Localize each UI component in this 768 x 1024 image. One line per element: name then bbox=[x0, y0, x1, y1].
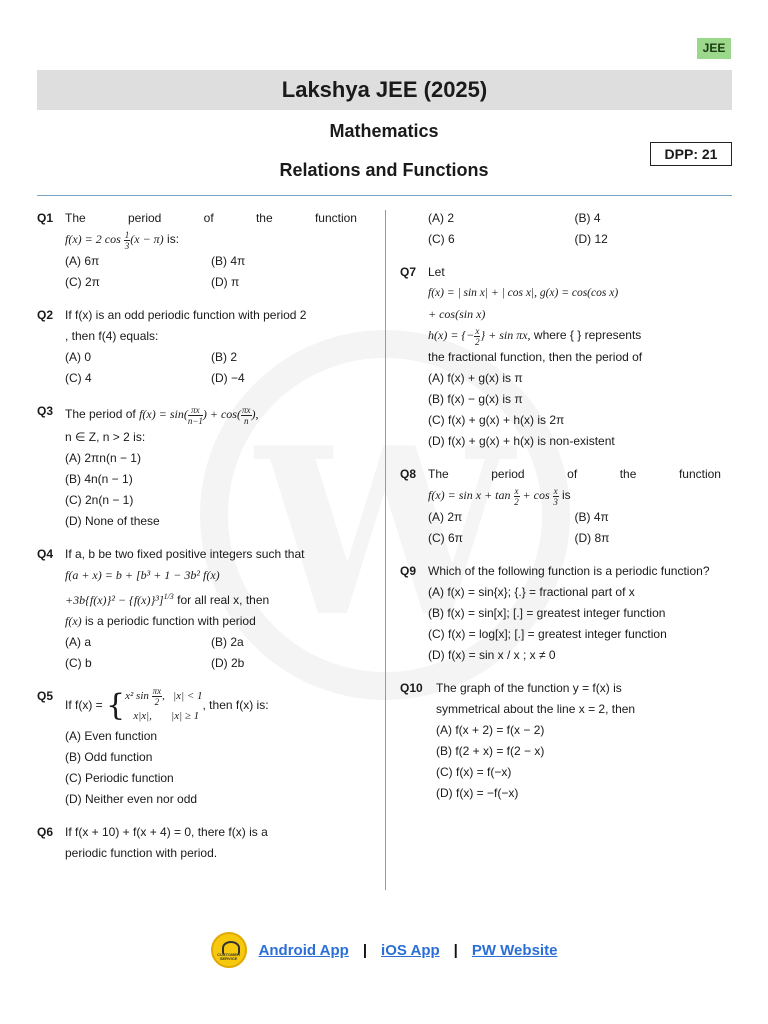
options bbox=[428, 208, 721, 250]
options bbox=[65, 347, 357, 389]
option-c: (C) f(x) = log[x]; [.] = greatest integer function bbox=[428, 626, 667, 641]
option-c: (C) 6π bbox=[428, 530, 463, 545]
options bbox=[428, 368, 721, 452]
option-a: (A) f(x) + g(x) is π bbox=[428, 370, 523, 385]
option-d: (D) π bbox=[211, 274, 240, 289]
question-formula: f(x) = | sin x| + | cos x|, g(x) = cos(cos x) bbox=[428, 287, 619, 299]
question-4 bbox=[37, 544, 357, 674]
option-c: (C) b bbox=[65, 655, 92, 670]
question-6 bbox=[37, 822, 357, 864]
question-text: Let bbox=[428, 265, 445, 279]
question-number: Q7 bbox=[400, 265, 417, 279]
question-number: Q3 bbox=[37, 403, 54, 418]
option-a: (A) f(x + 2) = f(x − 2) bbox=[436, 722, 545, 737]
dpp-badge: DPP: 21 bbox=[650, 142, 732, 166]
question-1 bbox=[37, 208, 357, 293]
question-text-cont: periodic function with period. bbox=[65, 845, 218, 860]
question-9 bbox=[400, 561, 721, 666]
right-column bbox=[400, 208, 721, 816]
option-a: (A) 2 bbox=[428, 211, 455, 225]
options bbox=[65, 448, 357, 532]
option-b: (B) 4π bbox=[211, 253, 246, 268]
option-d: (D) None of these bbox=[65, 513, 160, 528]
option-c: (C) 6 bbox=[428, 232, 455, 246]
option-b: (B) 4 bbox=[574, 211, 601, 225]
option-c: (C) 2n(n − 1) bbox=[65, 492, 134, 507]
option-c: (C) 2π bbox=[65, 274, 100, 289]
separator: | bbox=[362, 941, 368, 959]
options bbox=[65, 251, 357, 293]
options bbox=[428, 507, 721, 549]
question-formula-h: h(x) = {− $\frac{x}{2}$ } + sin πx, where { } represents bbox=[428, 325, 642, 347]
option-d: (D) f(x) + g(x) + h(x) is non-existent bbox=[428, 433, 615, 448]
ios-app-link[interactable]: iOS App bbox=[381, 941, 440, 959]
question-5 bbox=[37, 686, 357, 810]
exam-tag: JEE bbox=[697, 38, 731, 59]
question-text: If f(x + 10) + f(x + 4) = 0, there f(x) is a bbox=[65, 824, 268, 839]
question-number: Q6 bbox=[37, 824, 54, 839]
page-title: Lakshya JEE (2025) bbox=[37, 70, 732, 110]
option-b: (B) 4π bbox=[574, 509, 609, 524]
option-a: (A) 0 bbox=[65, 349, 92, 364]
pw-website-link[interactable]: PW Website bbox=[471, 941, 558, 959]
option-d: (D) 2b bbox=[211, 655, 245, 670]
question-text-cont: symmetrical about the line x = 2, then bbox=[436, 701, 636, 716]
question-text: The period of f(x) = sin( $\frac{\pi x}{n-1}$ ) + cos( $\frac{\pi x}{n}$ ), bbox=[65, 404, 259, 426]
question-formula: f(a + x) = b + [b³ + 1 − 3b² f(x) bbox=[65, 567, 220, 582]
question-10 bbox=[400, 678, 721, 804]
options bbox=[65, 726, 357, 810]
question-formula-cont: + cos(sin x) bbox=[428, 307, 486, 321]
option-c: (C) f(x) = f(−x) bbox=[436, 764, 512, 779]
option-b: (B) 2a bbox=[211, 634, 244, 649]
question-formula-cont: +3b{f(x)}² − {f(x)}³]$^{1/3}$ for all real x, then bbox=[65, 591, 270, 607]
question-number: Q5 bbox=[37, 688, 54, 703]
option-a: (A) a bbox=[65, 634, 92, 649]
customer-service-icon[interactable]: CUSTOMER SERVICE bbox=[211, 932, 247, 968]
question-8 bbox=[400, 464, 721, 549]
option-b: (B) f(x) = sin[x]; [.] = greatest integer function bbox=[428, 605, 666, 620]
question-number: Q9 bbox=[400, 563, 417, 578]
question-formula: If f(x) = { x² sin $\frac{\pi x}{2}$ , |x| < 1 x|x|, |x| ≥ 1 , then f(x) is: bbox=[65, 685, 269, 723]
option-b: (B) f(2 + x) = f(2 − x) bbox=[436, 743, 545, 758]
question-text-cont: the fractional function, then the period of bbox=[428, 349, 643, 364]
option-d: (D) Neither even nor odd bbox=[65, 791, 198, 806]
android-app-link[interactable]: Android App bbox=[258, 941, 349, 959]
option-a: (A) f(x) = sin{x}; {.} = fractional part of x bbox=[428, 584, 635, 599]
option-d: (D) f(x) = −f(−x) bbox=[436, 785, 519, 800]
option-b: (B) 4n(n − 1) bbox=[65, 471, 133, 486]
option-a: (A) 2πn(n − 1) bbox=[65, 450, 141, 465]
options bbox=[436, 720, 721, 804]
question-text: Which of the following function is a periodic function? bbox=[428, 563, 710, 578]
question-3 bbox=[37, 401, 357, 532]
question-number: Q4 bbox=[37, 546, 54, 561]
option-d: (D) 8π bbox=[574, 530, 610, 545]
question-number: Q8 bbox=[400, 466, 417, 481]
options bbox=[428, 582, 721, 666]
option-d: (D) 12 bbox=[574, 232, 608, 246]
question-text: If a, b be two fixed positive integers such that bbox=[65, 546, 305, 561]
question-formula: f(x) = 2 cos $\frac{1}{3}$ (x − π) is: bbox=[65, 229, 180, 251]
question-text: The graph of the function y = f(x) is bbox=[436, 680, 622, 695]
option-c: (C) Periodic function bbox=[65, 770, 174, 785]
question-text-cont: , then f(4) equals: bbox=[65, 328, 159, 343]
left-column bbox=[37, 208, 357, 876]
option-d: (D) −4 bbox=[211, 370, 245, 385]
question-text: If f(x) is an odd periodic function with period 2 bbox=[65, 307, 307, 322]
separator: | bbox=[453, 941, 458, 959]
chapter-heading: Relations and Functions bbox=[279, 160, 489, 180]
question-2 bbox=[37, 305, 357, 389]
option-b: (B) f(x) − g(x) is π bbox=[428, 391, 523, 406]
footer bbox=[0, 930, 768, 970]
question-6-options bbox=[400, 208, 721, 250]
option-c: (C) 4 bbox=[65, 370, 92, 385]
question-text-cont: n ∈ Z, n > 2 is: bbox=[65, 429, 146, 444]
option-a: (A) 2π bbox=[428, 509, 463, 524]
question-number: Q1 bbox=[37, 211, 54, 225]
option-a: (A) 6π bbox=[65, 253, 100, 268]
column-divider bbox=[385, 210, 386, 890]
question-text: The period of the function bbox=[65, 211, 357, 225]
options bbox=[65, 632, 357, 674]
option-c: (C) f(x) + g(x) + h(x) is 2π bbox=[428, 412, 565, 427]
question-text: The period of the function bbox=[428, 466, 721, 481]
question-number: Q2 bbox=[37, 307, 54, 322]
question-number: Q10 bbox=[400, 680, 423, 695]
option-a: (A) Even function bbox=[65, 728, 158, 743]
subject-heading: Mathematics bbox=[329, 121, 439, 141]
question-text-cont: f(x) is a periodic function with period bbox=[65, 613, 256, 628]
option-d: (D) f(x) = sin x / x ; x ≠ 0 bbox=[428, 647, 556, 662]
question-7 bbox=[400, 262, 721, 452]
option-b: (B) 2 bbox=[211, 349, 238, 364]
header-divider bbox=[37, 195, 732, 196]
question-formula: f(x) = sin x + tan $\frac{x}{2}$ + cos $\frac{x}{3}$ is bbox=[428, 485, 571, 507]
option-b: (B) Odd function bbox=[65, 749, 153, 764]
